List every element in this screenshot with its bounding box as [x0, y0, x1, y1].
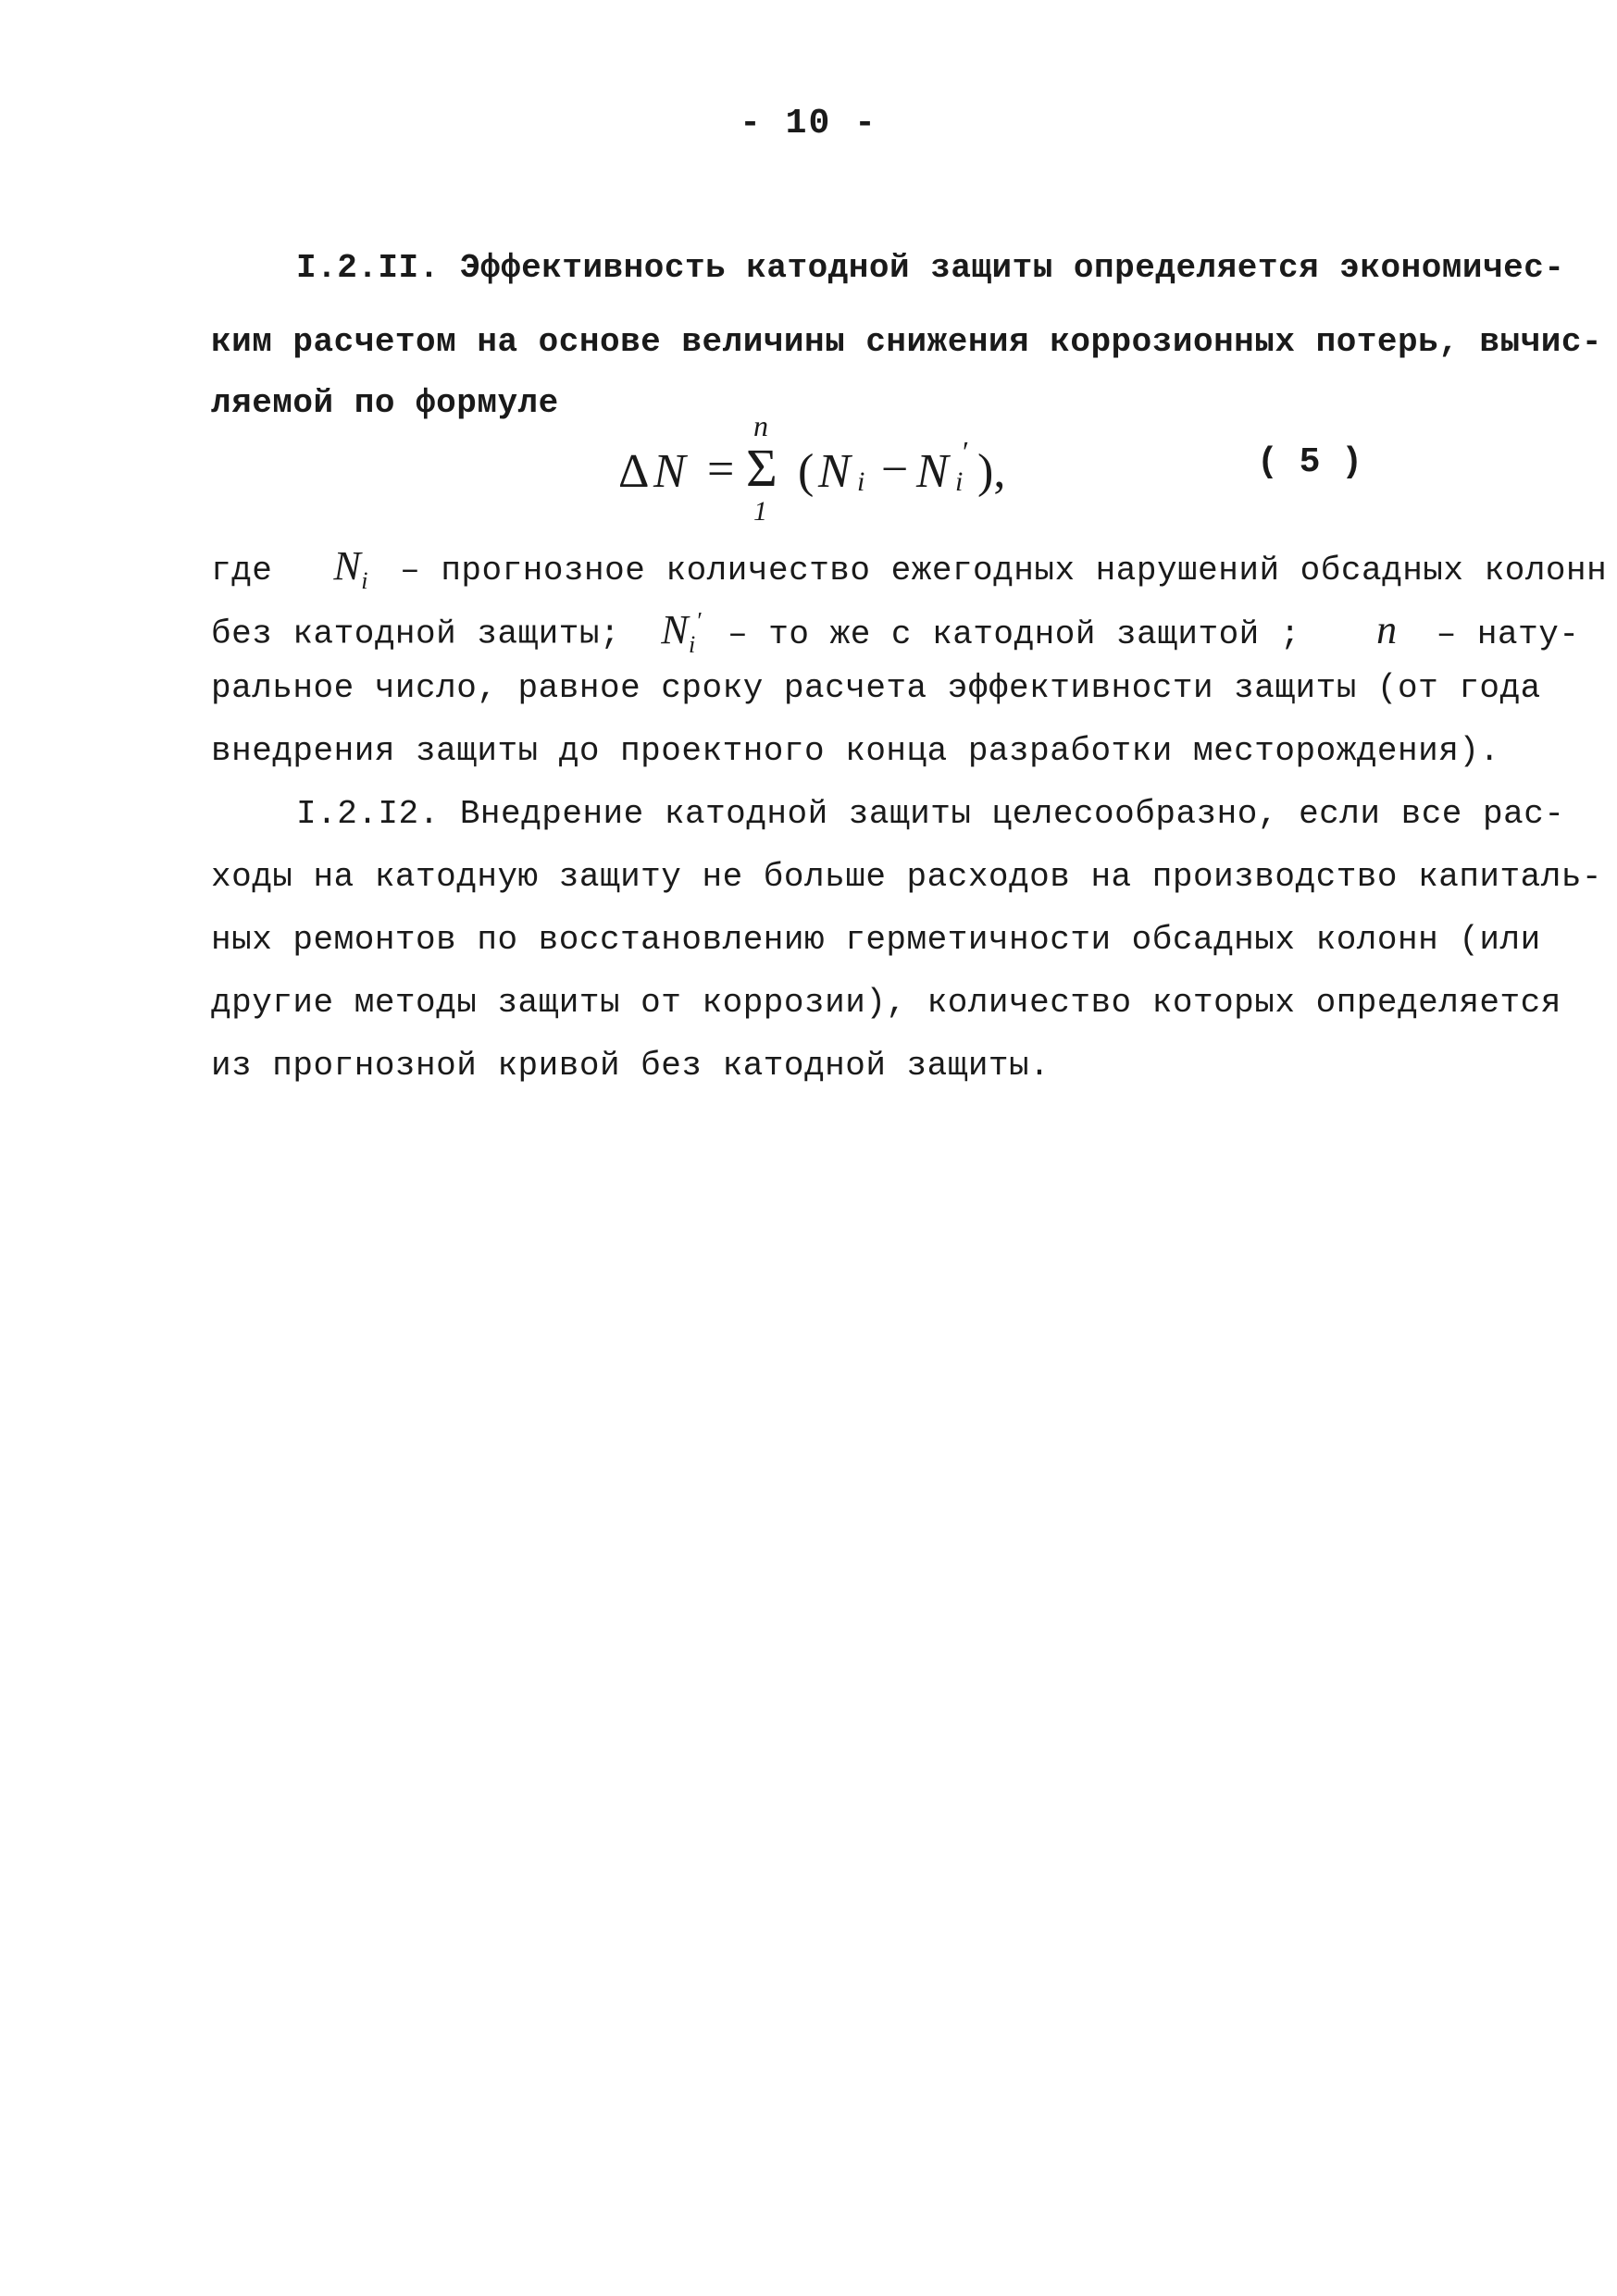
where-line-3: ральное число, равное сроку расчета эффективности защиты (от года — [211, 669, 1541, 707]
symbol-ni-prime-letter: N — [661, 606, 690, 652]
formula-minus: − — [881, 443, 909, 496]
symbol-ni — [333, 543, 369, 594]
symbol-ni-sub: i — [361, 566, 369, 594]
formula-term2-sub: i — [955, 466, 964, 497]
where-line-4: внедрения защиты до проектного конца разработки месторождения). — [211, 732, 1500, 770]
formula-term1-sub: i — [857, 466, 865, 497]
where-line-2-part-a: без катодной защиты; — [211, 614, 621, 653]
where-line-2-part-c: – нату- — [1436, 614, 1580, 653]
symbol-n: n — [1376, 606, 1398, 652]
section-1212-line-4: другие методы защиты от коррозии), количество которых определяется — [211, 984, 1561, 1022]
section-1212-line-1: I.2.I2. Внедрение катодной защиты целесообразно, если все рас- — [296, 795, 1565, 833]
symbol-ni-letter: N — [333, 543, 362, 589]
formula-5 — [618, 409, 1359, 527]
where-prefix: где — [211, 552, 273, 590]
section-1212-line-3: ных ремонтов по восстановлению герметичности обсадных колонн (или — [211, 921, 1541, 959]
symbol-ni-prime — [661, 606, 702, 658]
page-number: - 10 - — [740, 104, 877, 143]
where-line-1 — [211, 543, 1608, 594]
formula-upper-limit: n — [753, 409, 768, 442]
equation-number: ( 5 ) — [1257, 442, 1363, 482]
symbol-ni-prime-sub: i — [689, 630, 696, 658]
formula-equals: = — [707, 443, 735, 496]
section-1211-line-2: ким расчетом на основе величины снижения коррозионных потерь, вычис- — [211, 323, 1603, 361]
formula-close-paren: ), — [977, 445, 1006, 498]
section-1211-line-1: I.2.II. Эффективность катодной защиты определяется экономичес- — [296, 249, 1565, 287]
where-ni-definition: – прогнозное количество ежегодных нарушений обсадных колонн — [400, 552, 1608, 590]
formula-term2-sup: ′ — [961, 435, 967, 468]
formula-lower-limit: 1 — [753, 496, 767, 527]
formula-term2: N — [916, 445, 949, 498]
formula-open-paren: ( — [798, 445, 815, 498]
symbol-ni-prime-sup: ′ — [695, 607, 702, 634]
section-1212-line-5: из прогнозной кривой без катодной защиты. — [211, 1047, 1051, 1085]
formula-term1: N — [818, 445, 851, 498]
formula-sigma: Σ — [746, 438, 777, 498]
formula-lhs: N — [653, 445, 686, 498]
section-1212-line-2: ходы на катодную защиту не больше расходов на производство капиталь- — [211, 858, 1603, 896]
where-line-2 — [211, 606, 1580, 658]
where-line-2-part-b: – то же с катодной защитой ; — [728, 614, 1300, 653]
section-1211-line-3: ляемой по формуле — [211, 384, 559, 422]
formula-delta: Δ — [618, 445, 650, 498]
